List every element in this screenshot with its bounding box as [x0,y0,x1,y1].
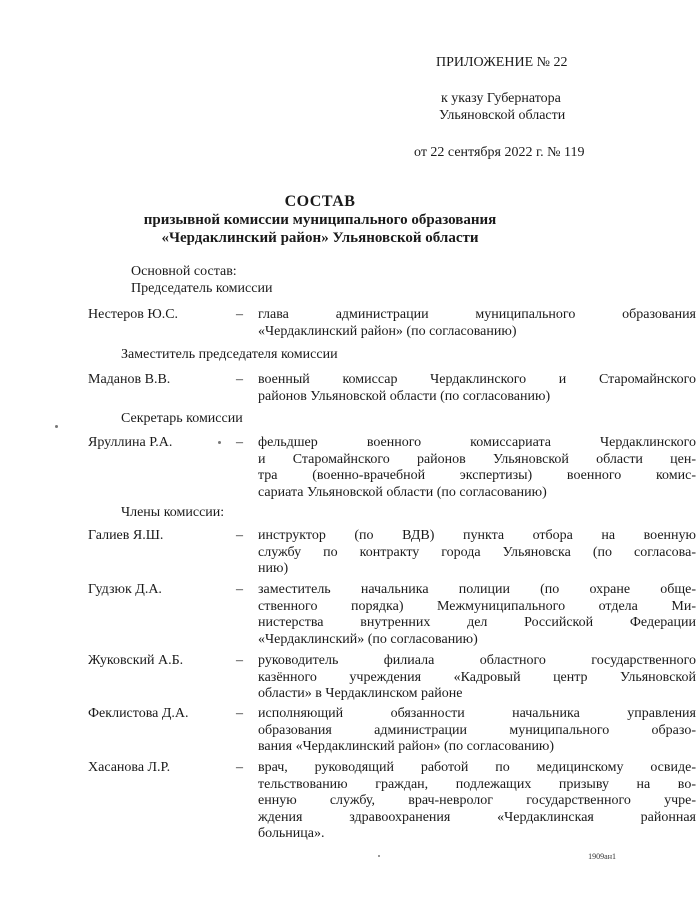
dash: – [236,372,243,387]
role-line: ждения здравоохранения «Чердаклинская районная [258,809,696,825]
dash: – [236,582,243,597]
role-line: енную службу, врач-невролог государственного учре- [258,793,696,808]
doc-subtitle-2: «Чердаклинский район» Ульяновской области [161,230,479,246]
person-role [258,372,696,405]
role-line: глава администрации муниципального образования [258,307,696,322]
role-line: сариата Ульяновской области (по согласованию) [258,484,547,500]
person-role [258,307,696,340]
section-secretary: Секретарь комиссии [121,411,243,426]
doc-title: СОСТАВ [284,193,356,210]
role-line: военный комиссар Чердаклинского и Старомайнского [258,372,696,387]
role-line: фельдшер военного комиссариата Чердаклинского [258,435,696,450]
dash: – [236,653,243,668]
role-line: нию) [258,561,289,576]
person-name: Хасанова Л.Р. [88,760,171,775]
role-line: области» в Чердаклинском районе [258,686,463,701]
role-line: тра (военно-врачебной экспертизы) военного комис- [258,468,696,483]
decree-date: от 22 сентября 2022 г. № 119 [414,145,585,160]
section-members: Члены комиссии: [121,505,225,520]
scan-speck [378,855,380,857]
section-main: Основной состав: [131,264,237,279]
role-line: больница». [258,826,325,841]
doc-subtitle-1: призывной комиссии муниципального образования [143,212,497,228]
role-line: нистерства внутренних дел Российской Федерации [258,615,696,630]
role-line: руководитель филиала областного государственного [258,653,696,668]
appendix-number: ПРИЛОЖЕНИЕ № 22 [436,55,568,70]
person-role [258,706,696,756]
dash: – [236,307,243,322]
person-role [258,582,696,648]
person-name: Маданов В.В. [88,372,171,387]
person-role [258,760,696,843]
scan-speck [55,425,58,428]
role-line: казённого учреждения «Кадровый центр Ульяновской [258,669,696,685]
role-line: тельствованию граждан, подлежащих призыву на во- [258,776,696,792]
role-line: вания «Чердаклинский район» (по согласованию) [258,739,555,754]
dash: – [236,760,243,775]
dash: – [236,706,243,721]
person-name: Жуковский А.Б. [88,653,184,668]
role-line: заместитель начальника полиции (по охране обще- [258,582,696,597]
section-deputy: Заместитель председателя комиссии [121,347,338,362]
role-line: районов Ульяновской области (по согласованию) [258,388,551,404]
decree-line-1: к указу Губернатора [441,91,561,106]
person-name: Яруллина Р.А. [88,435,173,450]
role-line: образования администрации муниципального образо- [258,722,696,738]
role-line: ственного порядка) Межмуниципального отдела Ми- [258,598,696,614]
document-code: 1909ан1 [588,852,616,861]
role-line: и Старомайнского районов Ульяновской области цен- [258,451,696,467]
person-name: Галиев Я.Ш. [88,528,164,543]
person-role [258,435,696,501]
section-chair: Председатель комиссии [131,281,273,296]
role-line: службу по контракту города Ульяновска (по согласова- [258,544,696,560]
person-role [258,528,696,578]
dash: – [236,528,243,543]
role-line: «Чердаклинский» (по согласованию) [258,631,478,647]
person-name: Нестеров Ю.С. [88,307,179,322]
dash: – [236,435,243,450]
role-line: исполняющий обязанности начальника управления [258,706,696,721]
role-line: инструктор (по ВДВ) пункта отбора на военную [258,528,696,543]
role-line: «Чердаклинский район» (по согласованию) [258,323,517,339]
role-line: врач, руководящий работой по медицинскому освиде- [258,760,696,775]
scan-speck [218,441,221,444]
person-name: Феклистова Д.А. [88,706,189,721]
person-role [258,653,696,703]
person-name: Гудзюк Д.А. [88,582,162,597]
decree-line-2: Ульяновской области [439,108,566,123]
